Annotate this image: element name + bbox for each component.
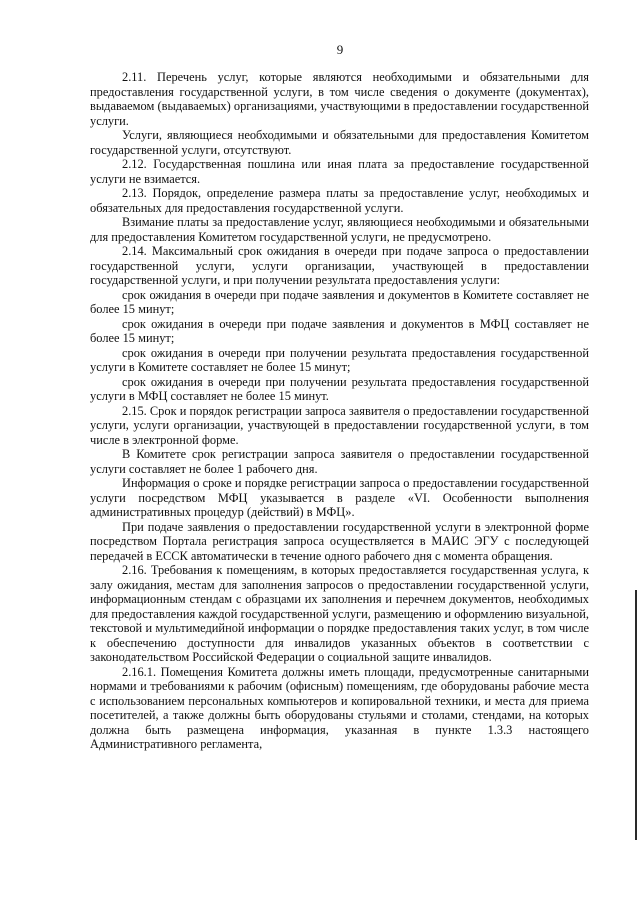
paragraph-wait-committee-submit: срок ожидания в очереди при подаче заявления и документов в Комитете составляет не более 15 минут;: [90, 287, 589, 316]
paragraph-fee-not-provided: Взимание платы за предоставление услуг, являющиеся необходимыми и обязательными для предоставления Комитетом государственной услуги, не предусмотрено.: [90, 215, 589, 244]
paragraph-services-absent: Услуги, являющиеся необходимыми и обязательными для предоставления Комитетом государственной услуги, отсутствуют.: [90, 128, 589, 157]
paragraph-2-13: 2.13. Порядок, определение размера платы за предоставление услуг, необходимых и обязательных для предоставления государственной услуги.: [90, 186, 589, 215]
page-number: 9: [336, 42, 344, 57]
paragraph-2-12: 2.12. Государственная пошлина или иная плата за предоставление государственной услуги не взимается.: [90, 157, 589, 186]
paragraph-wait-mfc-submit: срок ожидания в очереди при подаче заявления и документов в МФЦ составляет не более 15 минут;: [90, 316, 589, 345]
scan-edge-mark: [635, 590, 637, 840]
paragraph-2-16: 2.16. Требования к помещениям, в которых предоставляется государственная услуга, к залу ожидания, местам для заполнения запросов о предоставлении государственной услуги, информационным стендам с образцами их заполнения и перечнем документов, необходимых для предоставления каждой государственной услуги, размещению и оформлению визуальной, текстовой и мультимедийной информации о порядке предоставления таких услуг, в том числе к обеспечению доступности для инвалидов указанных объектов в соответствии с законодательством Российской Федерации о социальной защите инвалидов.: [90, 563, 589, 664]
paragraph-registration-committee: В Комитете срок регистрации запроса заявителя о предоставлении государственной услуги составляет не более 1 рабочего дня.: [90, 447, 589, 476]
paragraph-registration-mfc: Информация о сроке и порядке регистрации запроса о предоставлении государственной услуги посредством МФЦ указывается в разделе «VI. Особенности выполнения административных процедур (действий) в МФЦ».: [90, 476, 589, 519]
document-body: [90, 70, 589, 752]
paragraph-wait-committee-result: срок ожидания в очереди при получении результата предоставления государственной услуги в Комитете составляет не более 15 минут;: [90, 345, 589, 374]
paragraph-2-16-1: 2.16.1. Помещения Комитета должны иметь площади, предусмотренные санитарными нормами и требованиями к рабочим (офисным) помещениям, где оборудованы рабочие места с использованием персональных компьютеров и копировальной техники, и места для приема посетителей, а также должны быть оборудованы стульями и столами, стендами, на которых должна быть размещена информация, указанная в пункте 1.3.3 настоящего Административного регламента,: [90, 664, 589, 751]
paragraph-2-14: 2.14. Максимальный срок ожидания в очереди при подаче запроса о предоставлении государственной услуги, услуги организации, участвующей в предоставлении государственной услуги, и при получении результата предоставления услуги:: [90, 244, 589, 287]
paragraph-electronic-submission: При подаче заявления о предоставлении государственной услуги в электронной форме посредством Портала регистрация запроса осуществляется в МАИС ЭГУ с последующей передачей в ЕССК автоматически в течение одного рабочего дня с момента обращения.: [90, 519, 589, 563]
paragraph-2-11: 2.11. Перечень услуг, которые являются необходимыми и обязательными для предоставления государственной услуги, в том числе сведения о документе (документах), выдаваемом (выдаваемых) организациями, участвующими в предоставлении государственной услуги.: [90, 70, 589, 128]
paragraph-wait-mfc-result: срок ожидания в очереди при получении результата предоставления государственной услуги в МФЦ составляет не более 15 минут.: [90, 374, 589, 403]
paragraph-2-15: 2.15. Срок и порядок регистрации запроса заявителя о предоставлении государственной услуги, услуги организации, участвующей в предоставлении государственной услуги, в том числе в электронной форме.: [90, 403, 589, 447]
